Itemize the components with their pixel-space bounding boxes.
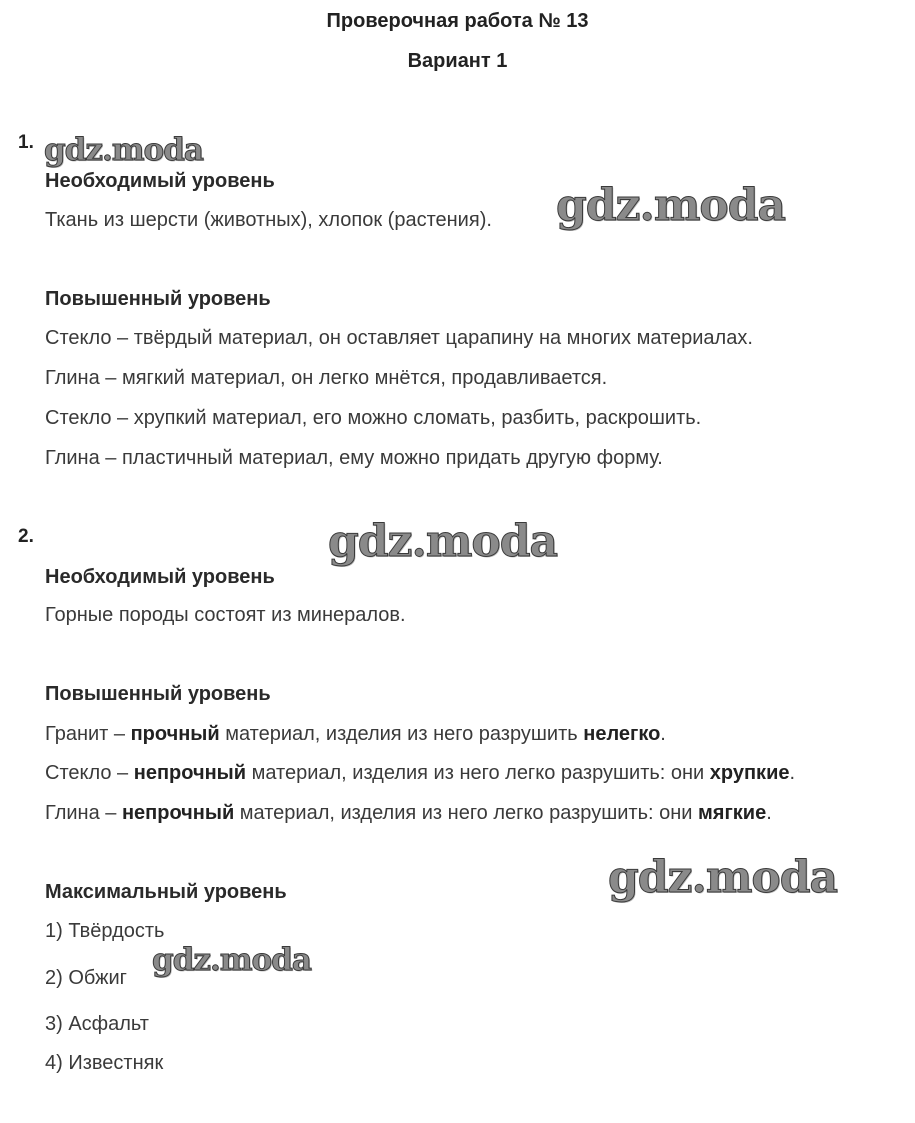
page-title: Проверочная работа № 13: [326, 10, 589, 32]
watermark-logo: gdz.moda: [328, 516, 558, 567]
line-text: материал, изделия из него разрушить: [219, 723, 584, 745]
task-1-advanced-line: Стекло – твёрдый материал, он оставляет царапину на многих материалах.: [45, 327, 753, 349]
watermark-logo: gdz.moda: [608, 852, 838, 903]
bold-term: хрупкие: [709, 762, 790, 784]
line-text: .: [766, 802, 772, 824]
watermark-logo: gdz.moda: [556, 180, 786, 231]
task-1-advanced-line: Стекло – хрупкий материал, его можно сломать, разбить, раскрошить.: [45, 407, 702, 429]
bold-term: мягкие: [698, 802, 767, 824]
line-text: .: [660, 723, 666, 745]
task-2-advanced-line: [45, 802, 772, 825]
task-1-advanced-line: Глина – пластичный материал, ему можно придать другую форму.: [45, 447, 663, 469]
task-2-advanced-line: [45, 762, 795, 785]
task-2-advanced-line: [45, 723, 666, 746]
watermark-logo: gdz.moda: [44, 132, 203, 168]
task-2-advanced-heading: Повышенный уровень: [45, 683, 271, 705]
task-1-advanced-line: Глина – мягкий материал, он легко мнётся, продавливается.: [45, 367, 608, 389]
task-2-basic-text: Горные породы состоят из минералов.: [45, 604, 406, 626]
bold-term: непрочный: [121, 802, 235, 824]
task-2-basic-heading: Необходимый уровень: [45, 566, 275, 588]
bold-term: нелегко: [583, 723, 661, 745]
task-2-max-item: 4) Известняк: [45, 1052, 164, 1074]
task-2-number: 2.: [18, 526, 34, 547]
bold-term: прочный: [130, 723, 220, 745]
task-1-advanced-heading: Повышенный уровень: [45, 288, 271, 310]
task-1-basic-heading: Необходимый уровень: [45, 170, 275, 192]
line-text: Стекло –: [45, 762, 134, 784]
task-1-number: 1.: [18, 132, 34, 153]
variant-label: Вариант 1: [407, 50, 508, 72]
task-1-basic-text: Ткань из шерсти (животных), хлопок (растения).: [45, 209, 492, 231]
line-text: Глина –: [45, 802, 122, 824]
watermark-logo: gdz.moda: [152, 942, 311, 978]
task-2-max-item: 3) Асфальт: [45, 1013, 149, 1035]
bold-term: непрочный: [133, 762, 247, 784]
task-2-max-item: 2) Обжиг: [45, 967, 127, 989]
line-text: .: [789, 762, 796, 784]
line-text: материал, изделия из него легко разрушить: они: [234, 802, 698, 824]
line-text: материал, изделия из него легко разрушить: они: [246, 762, 710, 784]
line-text: Гранит –: [45, 723, 131, 745]
task-2-max-item: 1) Твёрдость: [45, 920, 165, 942]
task-2-max-heading: Максимальный уровень: [45, 881, 287, 903]
